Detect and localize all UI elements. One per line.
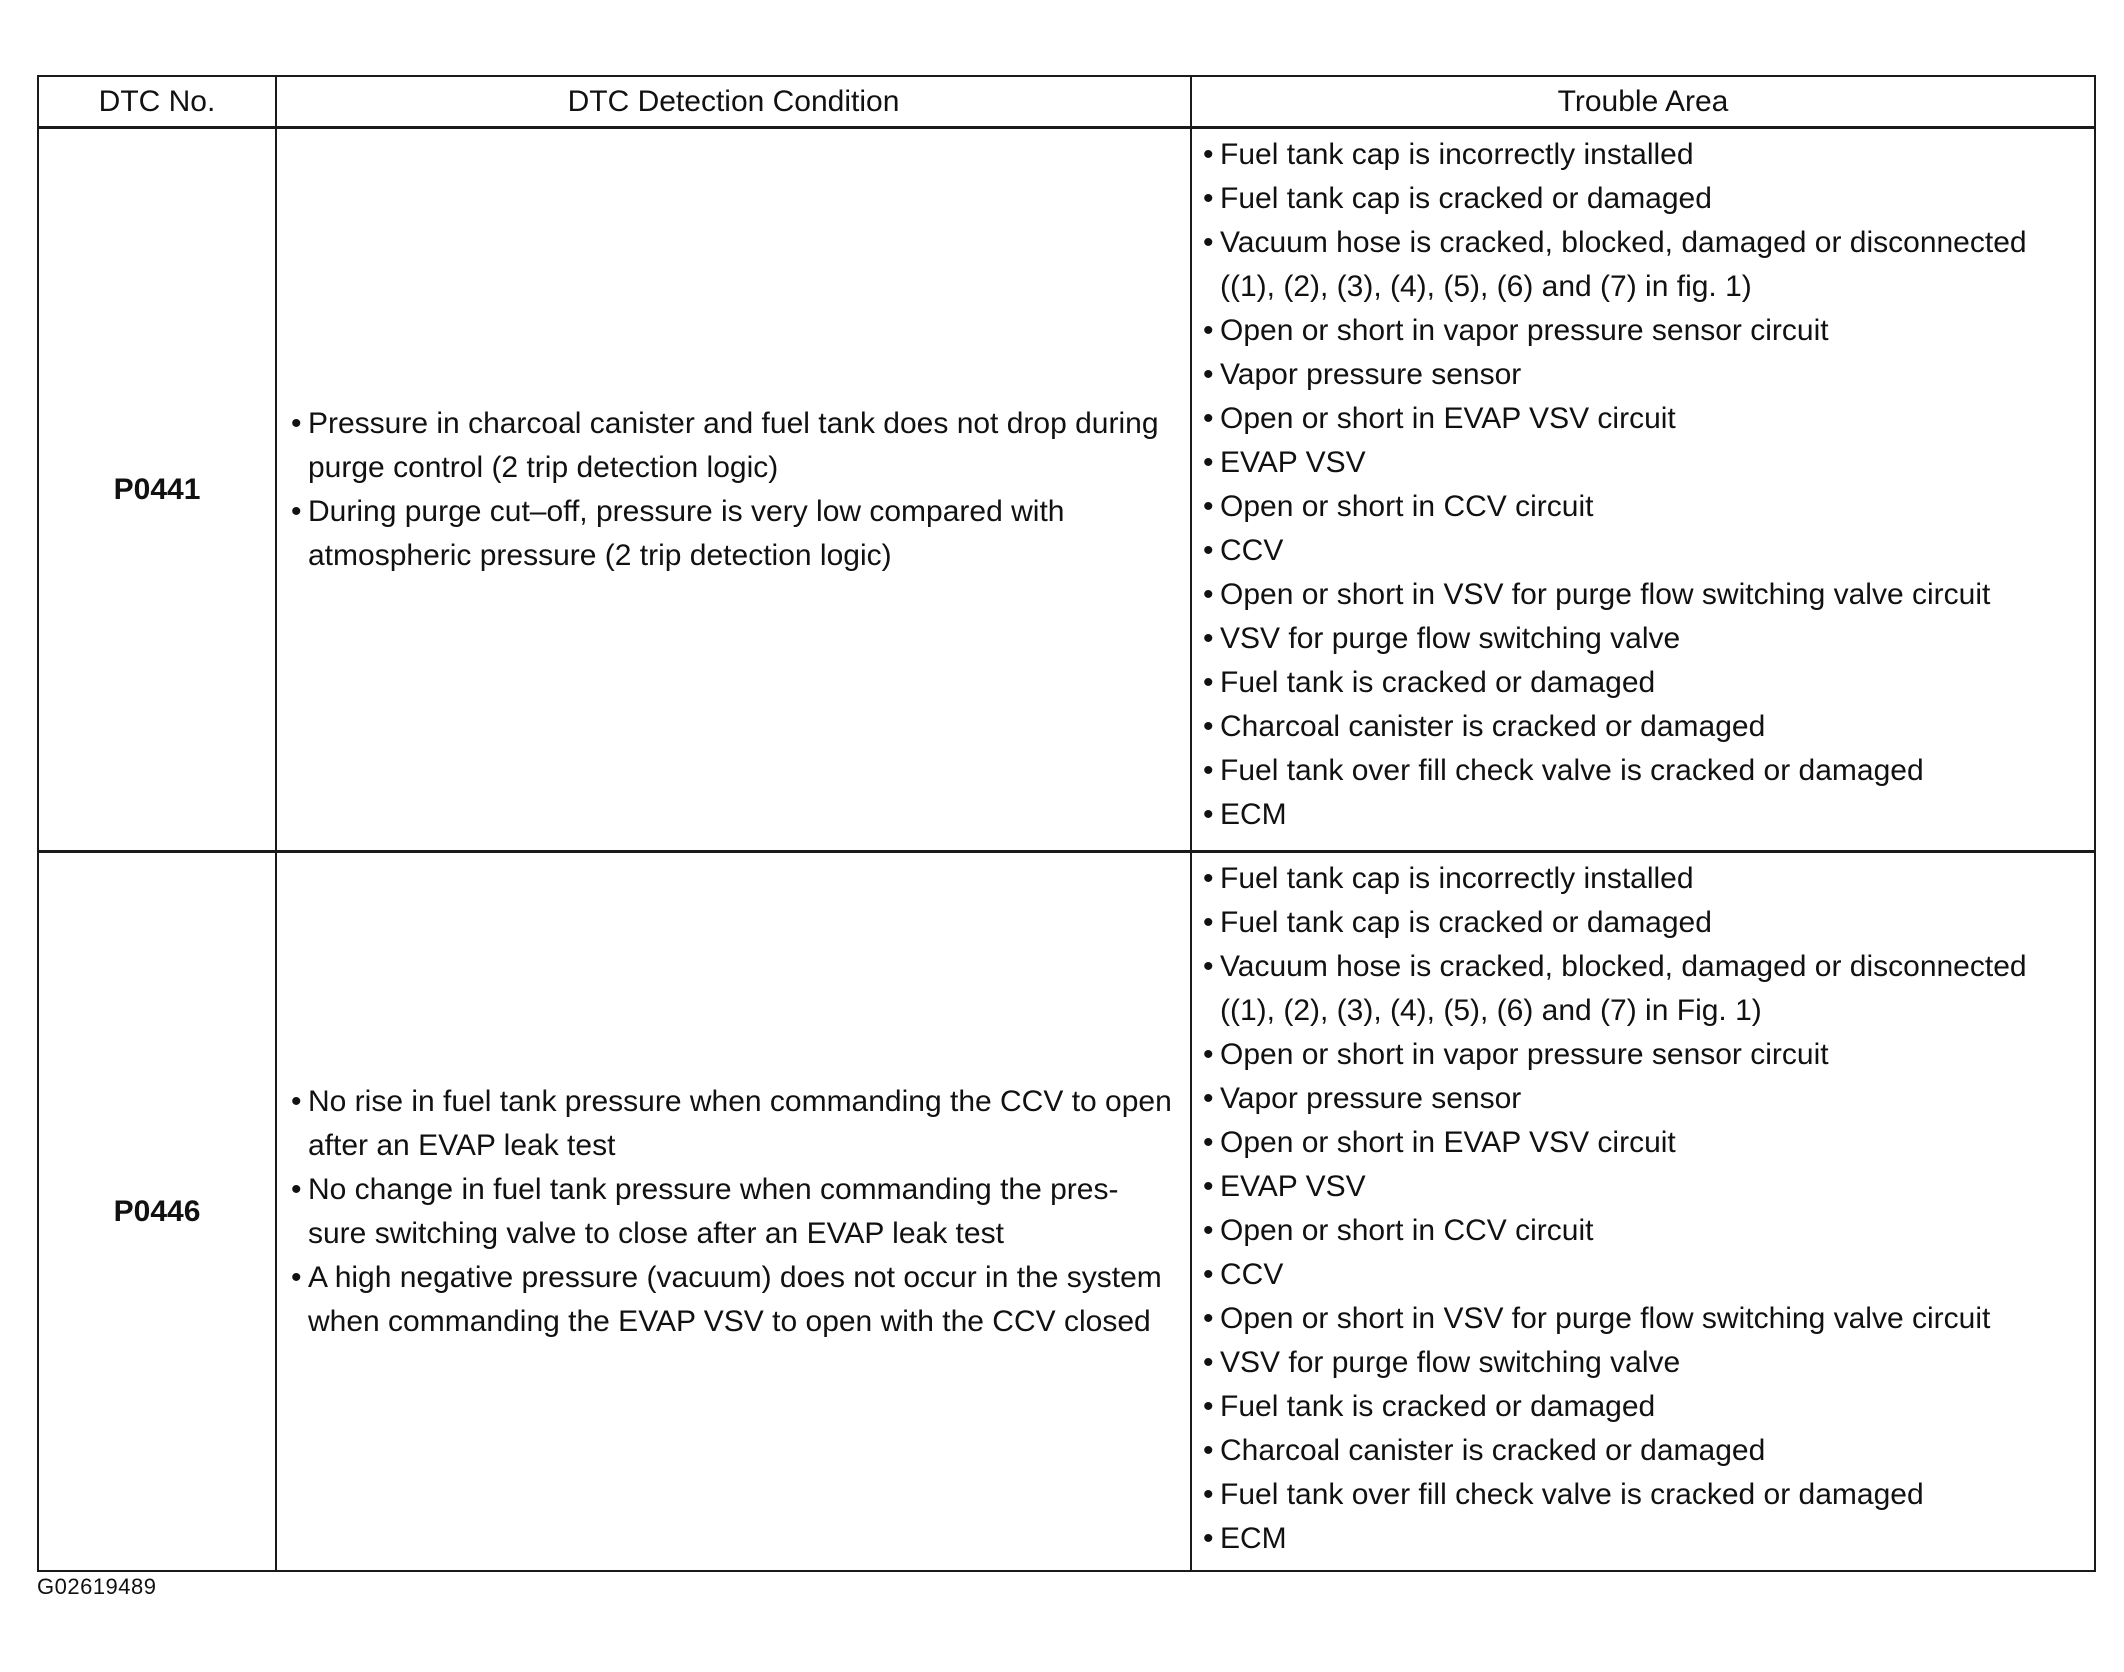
trouble-area-list [1203, 133, 2086, 837]
trouble-area-item: • Vacuum hose is cracked, blocked, damaged or disconnected ((1), (2), (3), (4), (5), (6) and (7) in fig. 1) [1203, 221, 2086, 309]
trouble-area-item: • Vapor pressure sensor [1203, 1077, 2086, 1121]
dtc-code: P0441 [38, 128, 276, 852]
trouble-area-item: • Open or short in CCV circuit [1203, 1209, 2086, 1253]
trouble-area-item: • Vapor pressure sensor [1203, 353, 2086, 397]
trouble-area-item: • Open or short in VSV for purge flow switching valve circuit [1203, 1297, 2086, 1341]
trouble-area-item: • Open or short in CCV circuit [1203, 485, 2086, 529]
trouble-area-item: • Open or short in vapor pressure sensor circuit [1203, 309, 2086, 353]
trouble-area-item: • EVAP VSV [1203, 1165, 2086, 1209]
figure-id: G02619489 [37, 1574, 157, 1599]
trouble-area-item: • Open or short in EVAP VSV circuit [1203, 1121, 2086, 1165]
trouble-area-item: • ECM [1203, 793, 2086, 837]
trouble-area-item: • Charcoal canister is cracked or damaged [1203, 1429, 2086, 1473]
trouble-area-item: • Open or short in VSV for purge flow switching valve circuit [1203, 573, 2086, 617]
detection-condition-cell [276, 852, 1191, 1572]
trouble-area-item: • Fuel tank over fill check valve is cracked or damaged [1203, 1473, 2086, 1517]
trouble-area-item: • ECM [1203, 1517, 2086, 1561]
condition-list [291, 1080, 1174, 1344]
dtc-table [37, 75, 2096, 1572]
condition-item: • Pressure in charcoal canister and fuel tank does not drop during purge control (2 trip detection logic) [291, 402, 1174, 490]
trouble-area-item: • Open or short in vapor pressure sensor circuit [1203, 1033, 2086, 1077]
header-dtc-no: DTC No. [38, 76, 276, 128]
table-row [38, 852, 2095, 1572]
condition-item: • A high negative pressure (vacuum) does not occur in the system when commanding the EVAP VSV to open with the CCV closed [291, 1256, 1174, 1344]
condition-item: • No change in fuel tank pressure when commanding the pres-sure switching valve to close after an EVAP leak test [291, 1168, 1174, 1256]
detection-condition-cell [276, 128, 1191, 852]
condition-list [291, 402, 1174, 578]
trouble-area-item: • Fuel tank is cracked or damaged [1203, 1385, 2086, 1429]
trouble-area-item: • Fuel tank cap is cracked or damaged [1203, 901, 2086, 945]
header-trouble-area: Trouble Area [1191, 76, 2095, 128]
trouble-area-item: • Open or short in EVAP VSV circuit [1203, 397, 2086, 441]
condition-item: • During purge cut–off, pressure is very low compared with atmospheric pressure (2 trip detection logic) [291, 490, 1174, 578]
dtc-code: P0446 [38, 852, 276, 1572]
table-header-row [38, 76, 2095, 128]
trouble-area-item: • Fuel tank over fill check valve is cracked or damaged [1203, 749, 2086, 793]
trouble-area-item: • Fuel tank cap is incorrectly installed [1203, 133, 2086, 177]
header-detection-condition: DTC Detection Condition [276, 76, 1191, 128]
trouble-area-item: • VSV for purge flow switching valve [1203, 1341, 2086, 1385]
trouble-area-item: • Vacuum hose is cracked, blocked, damaged or disconnected ((1), (2), (3), (4), (5), (6) and (7) in Fig. 1) [1203, 945, 2086, 1033]
trouble-area-item: • Fuel tank cap is cracked or damaged [1203, 177, 2086, 221]
trouble-area-item: • Fuel tank cap is incorrectly installed [1203, 857, 2086, 901]
trouble-area-item: • VSV for purge flow switching valve [1203, 617, 2086, 661]
trouble-area-item: • CCV [1203, 1253, 2086, 1297]
trouble-area-item: • CCV [1203, 529, 2086, 573]
trouble-area-item: • Fuel tank is cracked or damaged [1203, 661, 2086, 705]
trouble-area-cell [1191, 852, 2095, 1572]
trouble-area-item: • EVAP VSV [1203, 441, 2086, 485]
trouble-area-item: • Charcoal canister is cracked or damaged [1203, 705, 2086, 749]
table-row [38, 128, 2095, 852]
trouble-area-list [1203, 857, 2086, 1561]
trouble-area-cell [1191, 128, 2095, 852]
condition-item: • No rise in fuel tank pressure when commanding the CCV to open after an EVAP leak test [291, 1080, 1174, 1168]
